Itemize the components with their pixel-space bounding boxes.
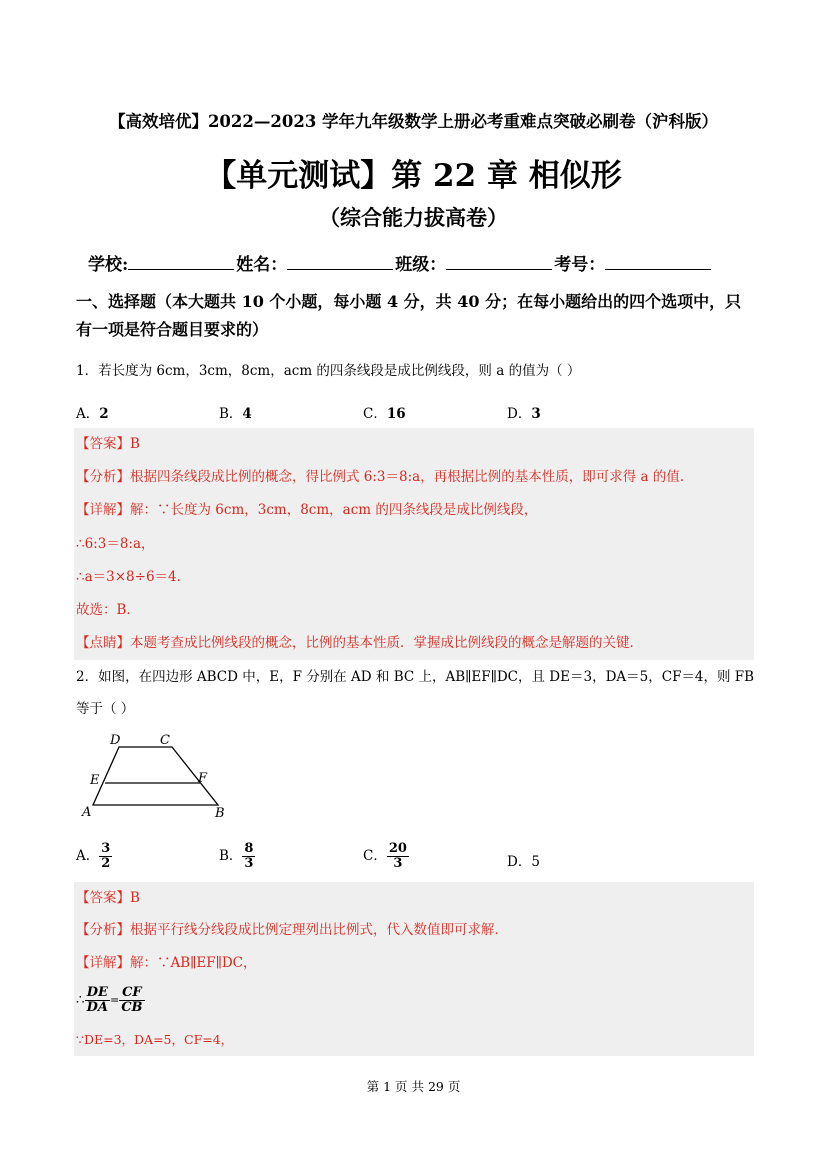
student-info-row <box>88 250 713 275</box>
class-blank[interactable] <box>446 254 552 270</box>
q1-option-b[interactable]: B．4 <box>219 406 252 422</box>
point-c-label: C <box>160 733 170 748</box>
trapezoid-figure <box>76 728 246 828</box>
q2-stem-line2: 等于（ ） <box>76 701 135 717</box>
q2-option-c[interactable]: C． $\frac{20}{3}$ <box>363 841 407 871</box>
point-b-label: B <box>215 806 225 821</box>
q1-choice: 故选：B． <box>76 602 140 618</box>
q1-comment: 【点睛】本题考查成比例线段的概念，比例的基本性质．掌握成比例线段的概念是解题的关键． <box>76 635 643 651</box>
q2-option-b[interactable]: B． $\frac{8}{3}$ <box>219 841 254 871</box>
q1-option-d[interactable]: D．3 <box>507 406 541 422</box>
q1-detail: 【详解】解：∵长度为 6cm，3cm，8cm，acm 的四条线段是成比例线段， <box>76 502 538 518</box>
point-d-label: D <box>110 733 121 748</box>
point-f-label: F <box>198 771 208 786</box>
fraction: $\frac{20}{3}$ <box>388 841 407 871</box>
exam-number-label: 考号： <box>554 255 606 275</box>
q2-answer: 【答案】B <box>76 890 140 906</box>
q1-option-a[interactable]: A．2 <box>76 406 109 422</box>
fraction-cf-cb: $\frac{CF}{CB}$ <box>121 985 143 1015</box>
main-title: 【单元测试】第 22 章 相似形 <box>205 158 622 194</box>
q1-step1: ∴6:3＝8:a， <box>76 536 155 552</box>
section-heading-line1: 一、选择题（本大题共 10 个小题，每小题 4 分，共 40 分；在每小题给出的四个选项中，只 <box>76 292 742 311</box>
section-heading <box>76 288 756 344</box>
q2-option-a[interactable]: A． $\frac{3}{2}$ <box>76 841 111 871</box>
q1-solution-box <box>74 428 754 660</box>
q1-option-c[interactable]: C．16 <box>363 406 406 422</box>
series-title: 【高效培优】2022—2023 学年九年级数学上册必考重难点突破必刷卷（沪科版） <box>108 112 719 131</box>
fraction: $\frac{8}{3}$ <box>244 841 254 871</box>
name-label: 姓名： <box>236 255 288 275</box>
school-label: 学校: <box>88 255 129 275</box>
fraction: $\frac{3}{2}$ <box>101 841 111 871</box>
q1-answer: 【答案】B <box>76 436 140 452</box>
school-blank[interactable] <box>128 254 234 270</box>
exam-number-blank[interactable] <box>605 254 711 270</box>
q2-analysis: 【分析】根据平行线分线段成比例定理列出比例式，代入数值即可求解． <box>76 922 508 938</box>
q2-stem-line1: 2．如图，在四边形 ABCD 中，E，F 分别在 AD 和 BC 上，AB∥EF∥DC，且 DE＝3，DA＝5，CF＝4，则 FB <box>76 669 755 685</box>
q2-givens: ∵DE=3，DA=5，CF=4， <box>76 1032 234 1047</box>
q1-analysis: 【分析】根据四条线段成比例的概念，得比例式 6:3＝8:a，再根据比例的基本性质，即可求得 a 的值. <box>76 469 685 485</box>
sub-title: （综合能力拔高卷） <box>319 205 508 230</box>
q2-detail: 【详解】解：∵AB∥EF∥DC， <box>76 955 257 971</box>
q2-option-d[interactable]: D．5 <box>507 854 540 870</box>
fraction-de-da: $\frac{DE}{DA}$ <box>86 985 108 1015</box>
section-heading-line2: 有一项是符合题目要求的） <box>76 320 269 339</box>
name-blank[interactable] <box>287 254 393 270</box>
q1-stem: 1．若长度为 6cm，3cm，8cm，acm 的四条线段是成比例线段，则 a 的值为（ ） <box>76 363 581 379</box>
point-a-label: A <box>82 805 92 820</box>
point-e-label: E <box>90 773 100 788</box>
q2-proportion: ∴ $\frac{DE}{DA}$ = $\frac{CF}{CB}$ <box>76 985 143 1015</box>
page-footer: 第 1 页 共 29 页 <box>366 1079 461 1094</box>
class-label: 班级： <box>395 255 447 275</box>
q1-step2: ∴a＝3×8÷6＝4． <box>76 569 191 585</box>
